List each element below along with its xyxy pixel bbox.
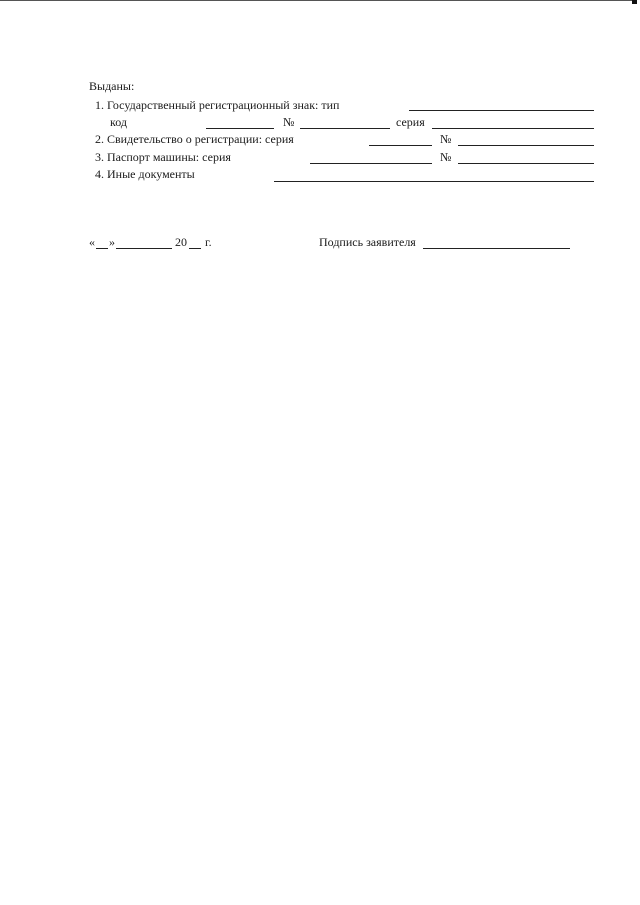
plate-type-field[interactable] bbox=[409, 110, 594, 111]
plate-code-label: код bbox=[110, 115, 127, 129]
date-quote-close: » bbox=[109, 235, 115, 249]
plate-code-field[interactable] bbox=[206, 128, 274, 129]
date-year-field[interactable] bbox=[189, 248, 201, 249]
signature-label: Подпись заявителя bbox=[319, 235, 416, 249]
plate-number-label: № bbox=[283, 115, 295, 129]
date-month-field[interactable] bbox=[116, 248, 172, 249]
issued-heading: Выданы: bbox=[89, 79, 135, 93]
plate-number-field[interactable] bbox=[300, 128, 390, 129]
scan-corner-mark bbox=[632, 0, 637, 4]
plate-series-field[interactable] bbox=[432, 128, 594, 129]
registration-certificate-label: 2. Свидетельство о регистрации: серия bbox=[95, 132, 294, 146]
date-year-suffix: г. bbox=[205, 235, 212, 249]
other-documents-field[interactable] bbox=[274, 181, 594, 182]
registration-series-field[interactable] bbox=[369, 145, 432, 146]
passport-number-label: № bbox=[440, 150, 452, 164]
date-quote-open: « bbox=[89, 235, 95, 249]
passport-number-field[interactable] bbox=[458, 163, 594, 164]
registration-number-field[interactable] bbox=[458, 145, 594, 146]
date-day-field[interactable] bbox=[96, 248, 108, 249]
other-documents-label: 4. Иные документы bbox=[95, 167, 195, 181]
date-year-prefix: 20 bbox=[175, 235, 187, 249]
plate-label: 1. Государственный регистрационный знак: тип bbox=[95, 98, 340, 112]
signature-field[interactable] bbox=[423, 248, 570, 249]
scan-top-border bbox=[0, 0, 636, 1]
registration-number-label: № bbox=[440, 132, 452, 146]
passport-series-field[interactable] bbox=[310, 163, 432, 164]
machine-passport-label: 3. Паспорт машины: серия bbox=[95, 150, 231, 164]
plate-series-label: серия bbox=[396, 115, 425, 129]
